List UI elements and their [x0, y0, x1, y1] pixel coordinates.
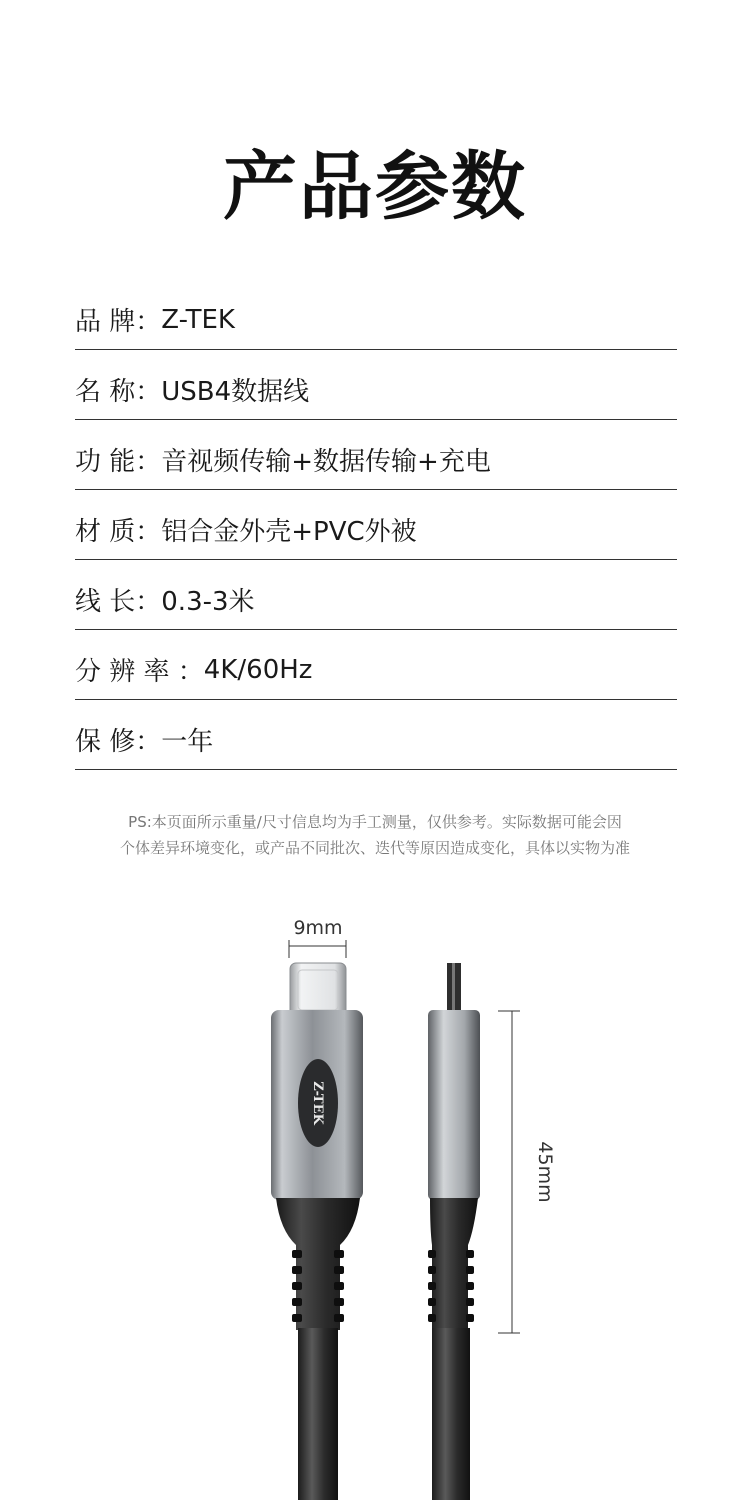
spec-row-material: [75, 490, 677, 560]
spec-value: USB4数据线: [161, 377, 310, 407]
connector-front-view: [271, 963, 363, 1500]
spec-value: 铝合金外壳+PVC外被: [161, 517, 417, 547]
spec-label: 功 能：: [75, 447, 162, 477]
spec-row-warranty: [75, 700, 677, 770]
spec-label: 保 修：: [75, 727, 162, 757]
spec-row-brand: [75, 280, 677, 350]
spec-value: 音视频传输+数据传输+充电: [161, 447, 491, 477]
cable-illustration: [0, 900, 750, 1500]
connector-side-view: [428, 963, 480, 1500]
spec-label: 品 牌：: [75, 307, 162, 337]
spec-label: 线 长：: [75, 587, 162, 617]
disclaimer-line-2: 个体差异环境变化，或产品不同批次、迭代等原因造成变化，具体以实物为准: [119, 839, 630, 857]
spec-value: 4K/60Hz: [203, 654, 313, 685]
length-dimension: [498, 1011, 556, 1333]
page-title: 产品参数: [223, 144, 527, 230]
spec-value: 一年: [161, 727, 214, 757]
spec-value: 0.3-3米: [161, 587, 255, 617]
width-label: 9mm: [293, 917, 343, 939]
spec-row-resolution: [75, 630, 677, 700]
spec-list: [75, 280, 677, 770]
spec-label: 名 称：: [75, 377, 162, 407]
length-label: 45mm: [534, 1141, 556, 1203]
spec-label: 分 辨 率 ：: [75, 657, 204, 687]
disclaimer-line-1: PS:本页面所示重量/尺寸信息均为手工测量，仅供参考。实际数据可能会因: [128, 813, 622, 831]
spec-label: 材 质：: [75, 517, 162, 547]
spec-row-function: [75, 420, 677, 490]
spec-row-name: [75, 350, 677, 420]
width-dimension: [289, 917, 346, 958]
brand-logo: Z-TEK: [310, 1081, 325, 1125]
spec-value: Z-TEK: [161, 304, 235, 335]
spec-row-length: [75, 560, 677, 630]
